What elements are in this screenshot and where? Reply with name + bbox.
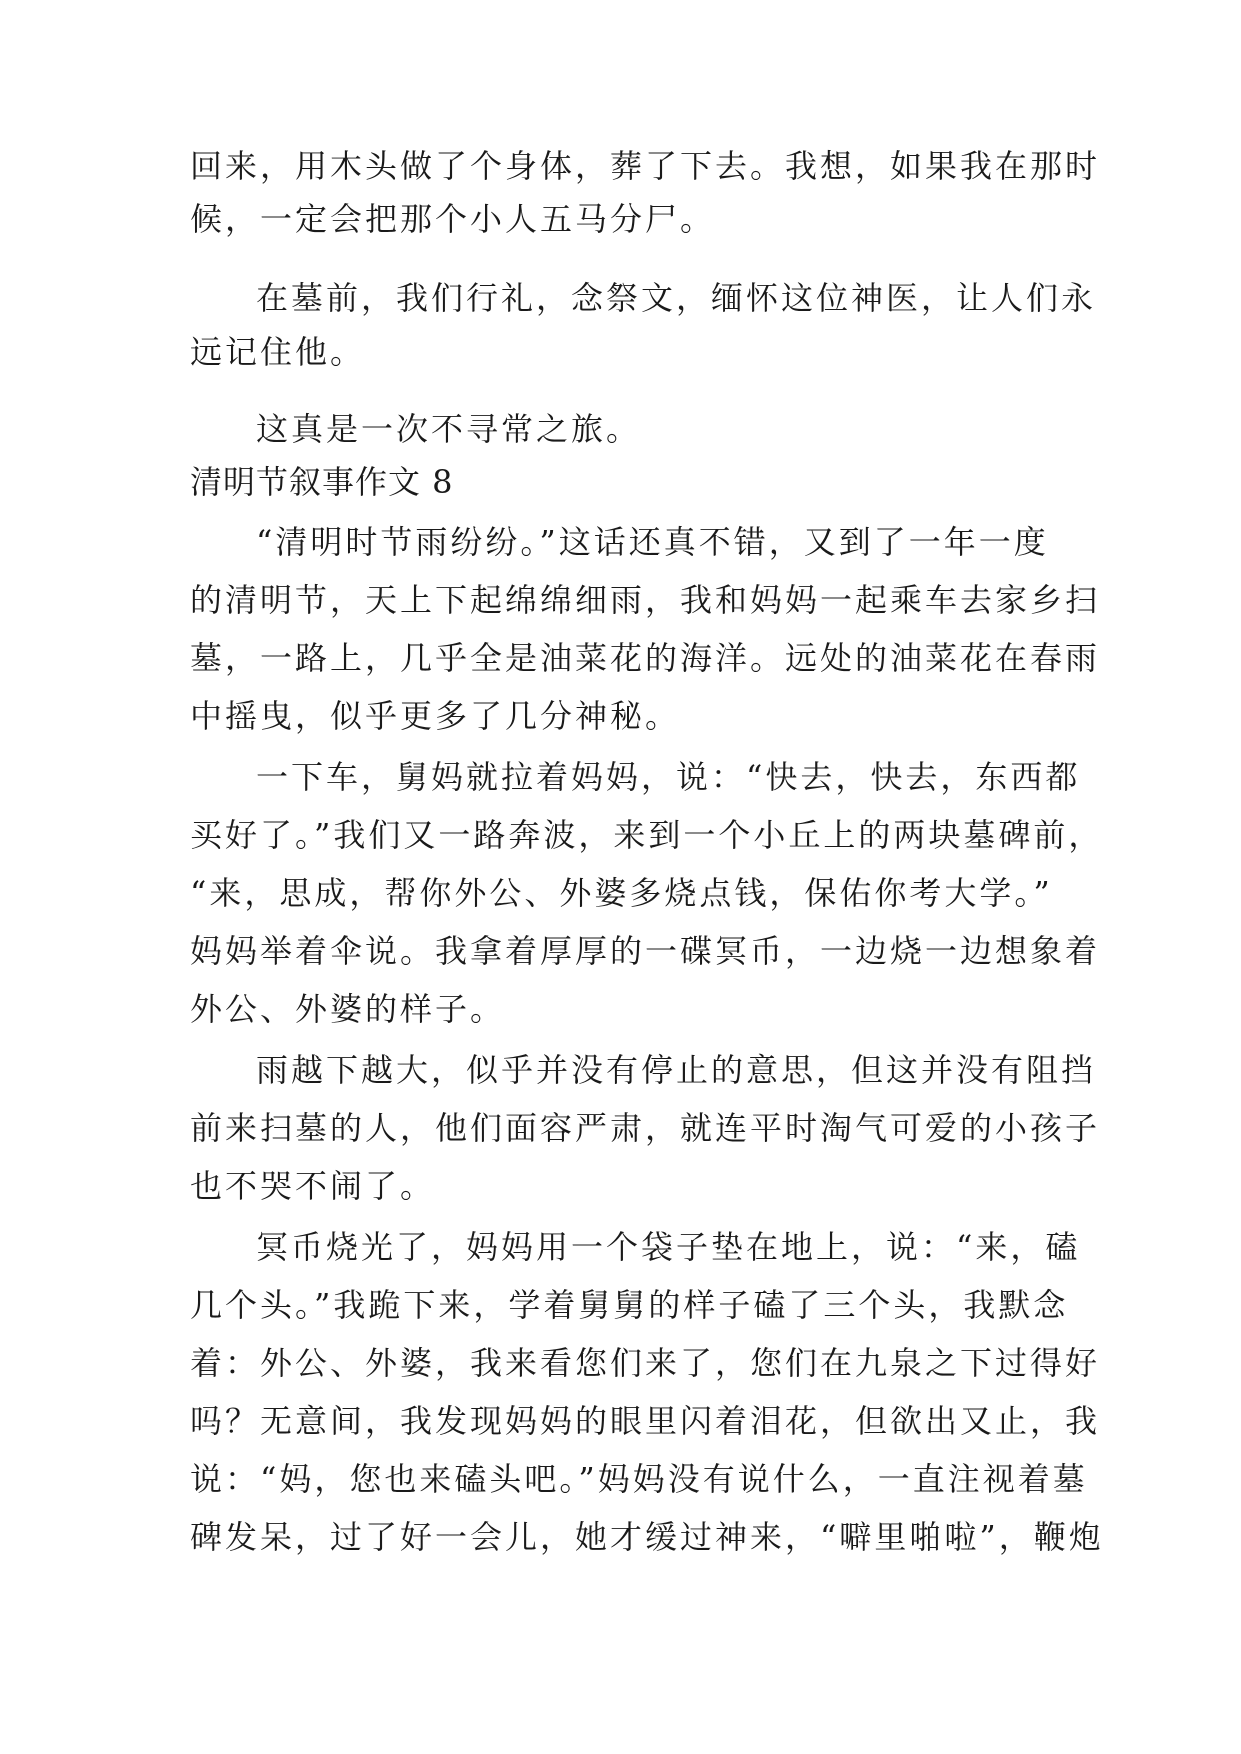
paragraph-line: 远记住他。: [190, 333, 366, 371]
section-heading: 清明节叙事作文 8: [190, 463, 454, 501]
paragraph-line: 几个头。”我跪下来，学着舅舅的样子磕了三个头，我默念: [190, 1286, 1069, 1324]
paragraph-line: 冥币烧光了，妈妈用一个袋子垫在地上，说：“来，磕: [256, 1228, 1081, 1266]
paragraph-line: 中摇曳，似乎更多了几分神秘。: [190, 697, 681, 735]
paragraph-line: 在墓前，我们行礼，念祭文，缅怀这位神医，让人们永: [256, 279, 1097, 317]
paragraph-line: 买好了。”我们又一路奔波，来到一个小丘上的两块墓碑前，: [190, 816, 1104, 854]
paragraph-line: 雨越下越大，似乎并没有停止的意思，但这并没有阻挡: [256, 1051, 1097, 1089]
paragraph-line: 碑发呆，过了好一会儿，她才缓过神来，“噼里啪啦”，鞭炮: [190, 1518, 1104, 1556]
paragraph-line: 前来扫墓的人，他们面容严肃，就连平时淘气可爱的小孩子: [190, 1109, 1101, 1147]
paragraph-line: “清明时节雨纷纷。”这话还真不错，又到了一年一度: [256, 523, 1049, 561]
paragraph-line: 候，一定会把那个小人五马分尸。: [190, 200, 716, 238]
paragraph-line: 也不哭不闹了。: [190, 1167, 436, 1205]
paragraph-line: 一下车，舅妈就拉着妈妈，说：“快去，快去，东西都: [256, 758, 1081, 796]
paragraph-line: 这真是一次不寻常之旅。: [256, 410, 642, 448]
paragraph-line: 吗？无意间，我发现妈妈的眼里闪着泪花，但欲出又止，我: [190, 1402, 1101, 1440]
paragraph-line: “来，思成，帮你外公、外婆多烧点钱，保佑你考大学。”: [190, 874, 1053, 912]
paragraph-line: 妈妈举着伞说。我拿着厚厚的一碟冥币，一边烧一边想象着: [190, 932, 1101, 970]
paragraph-line: 外公、外婆的样子。: [190, 990, 506, 1028]
paragraph-line: 回来，用木头做了个身体，葬了下去。我想，如果我在那时: [190, 147, 1101, 185]
paragraph-line: 的清明节，天上下起绵绵细雨，我和妈妈一起乘车去家乡扫: [190, 581, 1101, 619]
paragraph-line: 说：“妈，您也来磕头吧。”妈妈没有说什么，一直注视着墓: [190, 1460, 1088, 1498]
paragraph-line: 墓，一路上，几乎全是油菜花的海洋。远处的油菜花在春雨: [190, 639, 1101, 677]
paragraph-line: 着：外公、外婆，我来看您们来了，您们在九泉之下过得好: [190, 1344, 1101, 1382]
